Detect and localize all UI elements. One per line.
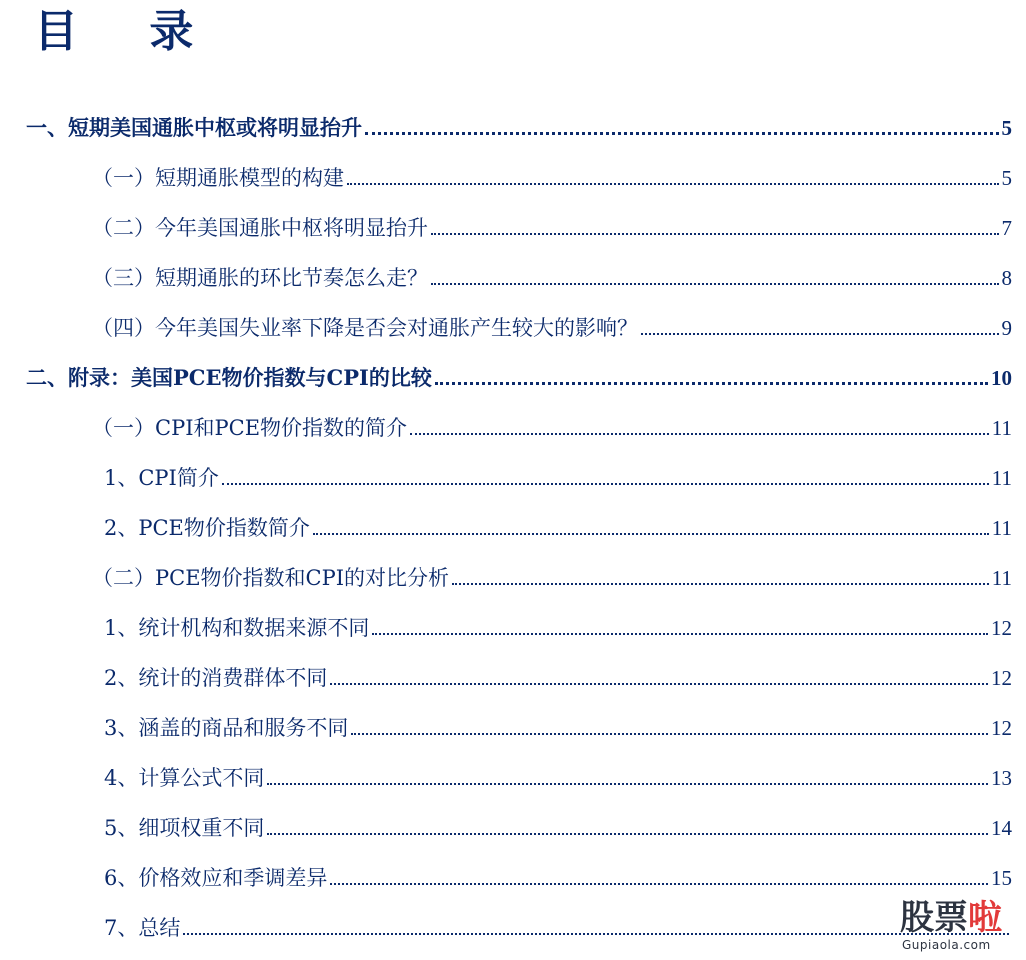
toc-entry-label: 3、涵盖的商品和服务不同: [104, 716, 349, 740]
toc-entry-page-number: 13: [991, 766, 1012, 790]
toc-entry-page-number: 5: [1001, 116, 1012, 140]
toc-entry-label: 1、统计机构和数据来源不同: [104, 616, 370, 640]
watermark-url: Gupiaola.com: [902, 938, 991, 952]
toc-entry-label: 7、总结: [104, 916, 181, 940]
toc-entry-page-number: 5: [1001, 166, 1012, 190]
toc-entry[interactable]: [92, 208, 1012, 242]
toc-dot-leader: [641, 333, 999, 335]
toc-entry-page-number: 14: [991, 816, 1012, 840]
toc-entry-page-number: 15: [991, 866, 1012, 890]
toc-dot-leader: [330, 883, 988, 885]
toc-dot-leader: [313, 533, 989, 535]
toc-entry-page-number: 10: [991, 366, 1012, 390]
toc-entry-label: 4、计算公式不同: [104, 766, 265, 790]
toc-entry-label: 2、统计的消费群体不同: [104, 666, 328, 690]
toc-entry-label: （四）今年美国失业率下降是否会对通胀产生较大的影响？: [92, 316, 638, 340]
toc-entry-page-number: 11: [991, 566, 1012, 590]
toc-entry[interactable]: [104, 758, 1012, 792]
toc-dot-leader: [431, 233, 999, 235]
toc-entry-page-number: 11: [991, 466, 1012, 490]
toc-entry[interactable]: [104, 908, 1012, 942]
toc-dot-leader: [222, 483, 989, 485]
toc-dot-leader: [431, 283, 999, 285]
toc-entry-label: 一、短期美国通胀中枢或将明显抬升: [26, 115, 362, 140]
watermark-text: [900, 898, 1002, 938]
toc-entry-page-number: 12: [991, 616, 1012, 640]
toc-entry[interactable]: [104, 608, 1012, 642]
watermark-text-main: 股票: [900, 898, 968, 938]
toc-entry[interactable]: [104, 458, 1012, 492]
toc-entry[interactable]: [92, 158, 1012, 192]
toc-entry-label: （三）短期通胀的环比节奏怎么走？: [92, 266, 428, 290]
toc-entry-page-number: 9: [1001, 316, 1012, 340]
toc-entry[interactable]: [92, 408, 1012, 442]
toc-entry-label: 5、细项权重不同: [104, 816, 265, 840]
toc-dot-leader: [410, 433, 989, 435]
toc-entry-label: 二、附录：美国PCE物价指数与CPI的比较: [26, 365, 432, 390]
toc-entry-label: （一）短期通胀模型的构建: [92, 166, 344, 190]
toc-dot-leader: [347, 183, 999, 185]
toc-entry-label: （二）今年美国通胀中枢将明显抬升: [92, 216, 428, 240]
toc-entry[interactable]: [92, 308, 1012, 342]
toc-dot-leader: [351, 733, 988, 735]
toc-dot-leader: [267, 833, 988, 835]
toc-entry-page-number: 8: [1001, 266, 1012, 290]
toc-entry[interactable]: [26, 358, 1012, 392]
toc-entry-page-number: 11: [991, 416, 1012, 440]
toc-entry-page-number: 12: [991, 716, 1012, 740]
toc-entry[interactable]: [26, 108, 1012, 142]
toc-entry[interactable]: [104, 508, 1012, 542]
toc-dot-leader: [372, 633, 988, 635]
toc-dot-leader: [452, 583, 989, 585]
toc-dot-leader: [365, 132, 999, 135]
watermark-logo: [900, 898, 1018, 958]
toc-entry-page-number: 11: [991, 516, 1012, 540]
toc-entry[interactable]: [104, 858, 1012, 892]
toc-entry[interactable]: [104, 658, 1012, 692]
toc-dot-leader: [183, 933, 1009, 935]
page-title: 目 录: [34, 6, 222, 57]
toc-entry[interactable]: [104, 808, 1012, 842]
watermark-text-accent: 啦: [968, 898, 1002, 938]
toc-dot-leader: [267, 783, 988, 785]
toc-entry-page-number: 7: [1001, 216, 1012, 240]
toc-entry-label: （一）CPI和PCE物价指数的简介: [92, 416, 408, 440]
toc-entry[interactable]: [104, 708, 1012, 742]
toc-entry-label: 2、PCE物价指数简介: [104, 516, 310, 540]
toc-entry-label: 6、价格效应和季调差异: [104, 866, 328, 890]
toc-entry-page-number: 12: [991, 666, 1012, 690]
toc-entry-label: 1、CPI简介: [104, 466, 219, 490]
toc-dot-leader: [435, 382, 988, 385]
toc-dot-leader: [330, 683, 988, 685]
toc-entry[interactable]: [92, 558, 1012, 592]
toc-entry-label: （二）PCE物价指数和CPI的对比分析: [92, 566, 450, 590]
toc-entry[interactable]: [92, 258, 1012, 292]
